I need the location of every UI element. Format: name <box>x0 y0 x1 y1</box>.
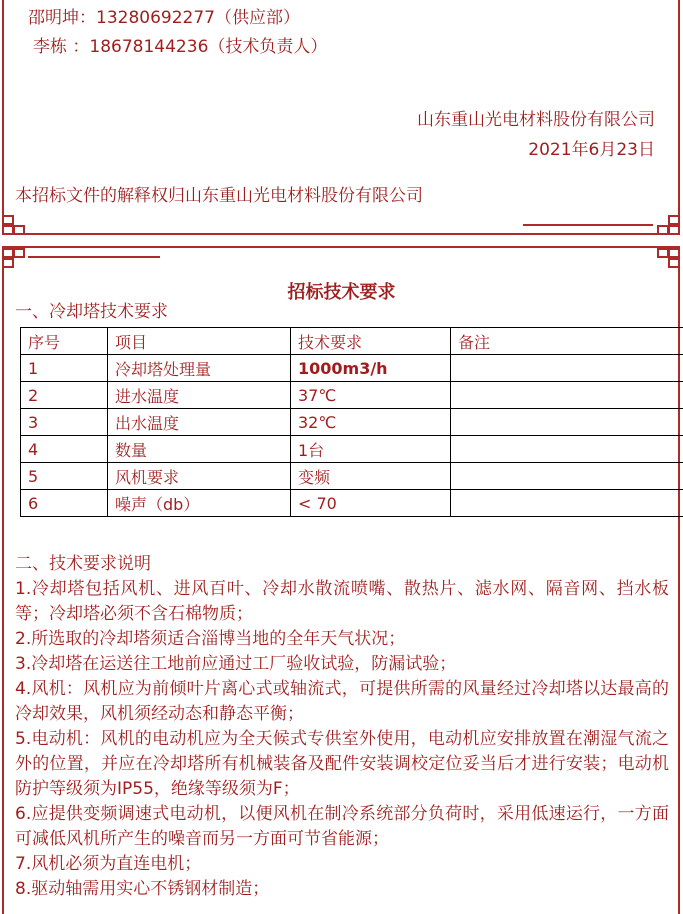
note-item-7: 7.风机必须为直连电机； <box>15 854 202 874</box>
page1-right-border <box>678 0 680 235</box>
cell-req: 变频 <box>291 463 451 490</box>
table-header-row <box>21 328 683 355</box>
contact-line-1: 邵明坤：13280692277（供应部） <box>28 8 300 28</box>
footer-rule-right <box>523 224 653 226</box>
cell-remark <box>451 409 683 436</box>
cell-remark <box>451 490 683 517</box>
cell-item: 进水温度 <box>108 382 291 409</box>
cell-req: 32℃ <box>291 409 451 436</box>
section2-heading: 二、技术要求说明 <box>15 554 151 574</box>
note-item-6: 6.应提供变频调速式电动机，以便风机在制冷系统部分负荷时，采用低速运行，一方面可减低风机所产生的噪音而另一方面可节省能源； <box>15 804 669 849</box>
cell-req: 1台 <box>291 436 451 463</box>
table-row <box>21 436 683 463</box>
col-header-remark: 备注 <box>451 328 683 355</box>
cell-seq: 3 <box>21 409 108 436</box>
header-rule-left <box>28 256 160 258</box>
col-header-item: 项目 <box>108 328 291 355</box>
cell-item: 冷却塔处理量 <box>108 355 291 382</box>
table-row <box>21 409 683 436</box>
note-item-1: 1.冷却塔包括风机、进风百叶、冷却水散流喷嘴、散热片、滤水网、隔音网、挡水板等；冷却塔必须不含石棉物质； <box>15 579 669 624</box>
page1-bottom-border <box>2 233 680 235</box>
table-row <box>21 355 683 382</box>
cell-remark <box>451 436 683 463</box>
cell-item: 噪声（db） <box>108 490 291 517</box>
cell-req: 37℃ <box>291 382 451 409</box>
cell-item: 数量 <box>108 436 291 463</box>
table-row <box>21 382 683 409</box>
note-item-8: 8.驱动轴需用实心不锈钢材制造； <box>15 879 270 899</box>
document-date: 2021年6月23日 <box>528 140 655 160</box>
note-item-4: 4.风机：风机应为前倾叶片离心式或轴流式，可提供所需的风量经过冷却塔以达最高的冷却效果，风机须经动态和静态平衡； <box>15 679 669 724</box>
section2-notes <box>15 552 669 902</box>
cell-item: 风机要求 <box>108 463 291 490</box>
cell-item: 出水温度 <box>108 409 291 436</box>
cell-remark <box>451 355 683 382</box>
section1-heading: 一、冷却塔技术要求 <box>15 302 168 322</box>
cell-seq: 1 <box>21 355 108 382</box>
table-row <box>21 463 683 490</box>
col-header-seq: 序号 <box>21 328 108 355</box>
spec-table <box>20 327 683 517</box>
page-title: 招标技术要求 <box>287 282 396 303</box>
cell-seq: 4 <box>21 436 108 463</box>
page1-left-border <box>2 0 4 235</box>
company-name: 山东重山光电材料股份有限公司 <box>417 110 655 130</box>
note-item-3: 3.冷却塔在运送往工地前应通过工厂验收试验，防漏试验； <box>15 654 457 674</box>
cell-req: < 70 <box>291 490 451 517</box>
page2-left-border <box>2 246 4 914</box>
note-item-2: 2.所选取的冷却塔须适合淄博当地的全年天气状况； <box>15 629 406 649</box>
cell-req: 1000m3/h <box>291 355 451 382</box>
page2-top-border <box>2 246 680 248</box>
contact-line-2: 李栋 ：18678144236（技术负责人） <box>33 37 328 57</box>
table-row <box>21 490 683 517</box>
interpretation-line: 本招标文件的解释权归山东重山光电材料股份有限公司 <box>15 186 423 206</box>
cell-remark <box>451 463 683 490</box>
col-header-req: 技术要求 <box>291 328 451 355</box>
cell-seq: 5 <box>21 463 108 490</box>
cell-remark <box>451 382 683 409</box>
note-item-5: 5.电动机：风机的电动机应为全天候式专供室外使用，电动机应安排放置在潮湿气流之外的位置，并应在冷却塔所有机械装备及配件安装调校定位妥当后才进行安装；电动机防护等级须为IP55，绝缘等级须为F； <box>15 729 669 799</box>
cell-seq: 6 <box>21 490 108 517</box>
cell-seq: 2 <box>21 382 108 409</box>
